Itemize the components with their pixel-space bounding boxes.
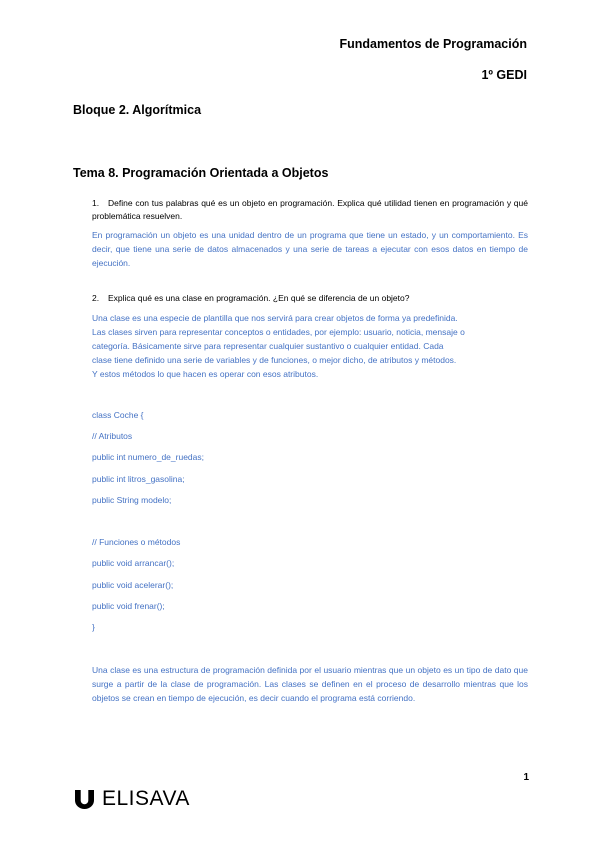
page-number: 1	[523, 772, 529, 783]
logo-text: ELISAVA	[102, 787, 190, 810]
header-group: 1º GEDI	[481, 68, 527, 82]
answer-2-line: categoría. Básicamente sirve para representar cualquier sustantivo o cualquier entidad. Cada	[92, 341, 444, 351]
answer-2	[92, 311, 533, 381]
code-line: public int numero_de_ruedas;	[92, 452, 204, 462]
code-line: public void arrancar();	[92, 558, 175, 568]
header-course: Fundamentos de Programación	[339, 37, 527, 51]
answer-2-line: clase tiene definido una serie de variables y de funciones, o mejor dicho, de atributos y métodos.	[92, 355, 457, 365]
question-1	[92, 197, 528, 222]
elisava-logo	[75, 788, 190, 810]
answer-2-line: Una clase es una especie de plantilla que nos servirá para crear objetos de forma ya predefinida.	[92, 313, 458, 323]
question-2-text: Explica qué es una clase en programación. ¿En qué se diferencia de un objeto?	[108, 293, 410, 303]
answer-2-line: Las clases sirven para representar conceptos o entidades, por ejemplo: usuario, noticia, mensaje o	[92, 327, 465, 337]
code-line: public void acelerar();	[92, 580, 174, 590]
code-line: public void frenar();	[92, 601, 165, 611]
u-shape-logo-icon	[75, 790, 94, 809]
question-2	[92, 292, 528, 305]
code-line: public String modelo;	[92, 495, 172, 505]
code-line: class Coche {	[92, 410, 144, 420]
block-title: Bloque 2. Algorítmica	[73, 103, 202, 117]
question-1-number: 1.	[92, 198, 100, 208]
answer-2-line: Y estos métodos lo que hacen es operar con esos atributos.	[92, 369, 319, 379]
code-line: public int litros_gasolina;	[92, 474, 185, 484]
topic-title: Tema 8. Programación Orientada a Objetos	[73, 166, 329, 180]
code-line: // Atributos	[92, 431, 133, 441]
code-line: // Funciones o métodos	[92, 537, 181, 547]
question-2-number: 2.	[92, 293, 100, 303]
question-1-text: Define con tus palabras qué es un objeto en programación. Explica qué utilidad tienen en programación y qué problemática resuelven.	[92, 198, 528, 221]
answer-1: En programación un objeto es una unidad dentro de un programa que tiene un estado, y un comportamiento. Es decir, que tiene una serie de datos almacenados y una serie de tareas a ejecutar con esos datos en tiempo de ejecución.	[92, 230, 528, 268]
code-line: }	[92, 622, 95, 632]
closing-paragraph: Una clase es una estructura de programación definida por el usuario mientras que un objeto es un tipo de dato que surge a partir de la clase de programación. Las clases se definen en el proceso de desarrollo mientras que los objetos se crean en tiempo de ejecución, es decir cuando el programa está corriendo.	[92, 665, 528, 703]
